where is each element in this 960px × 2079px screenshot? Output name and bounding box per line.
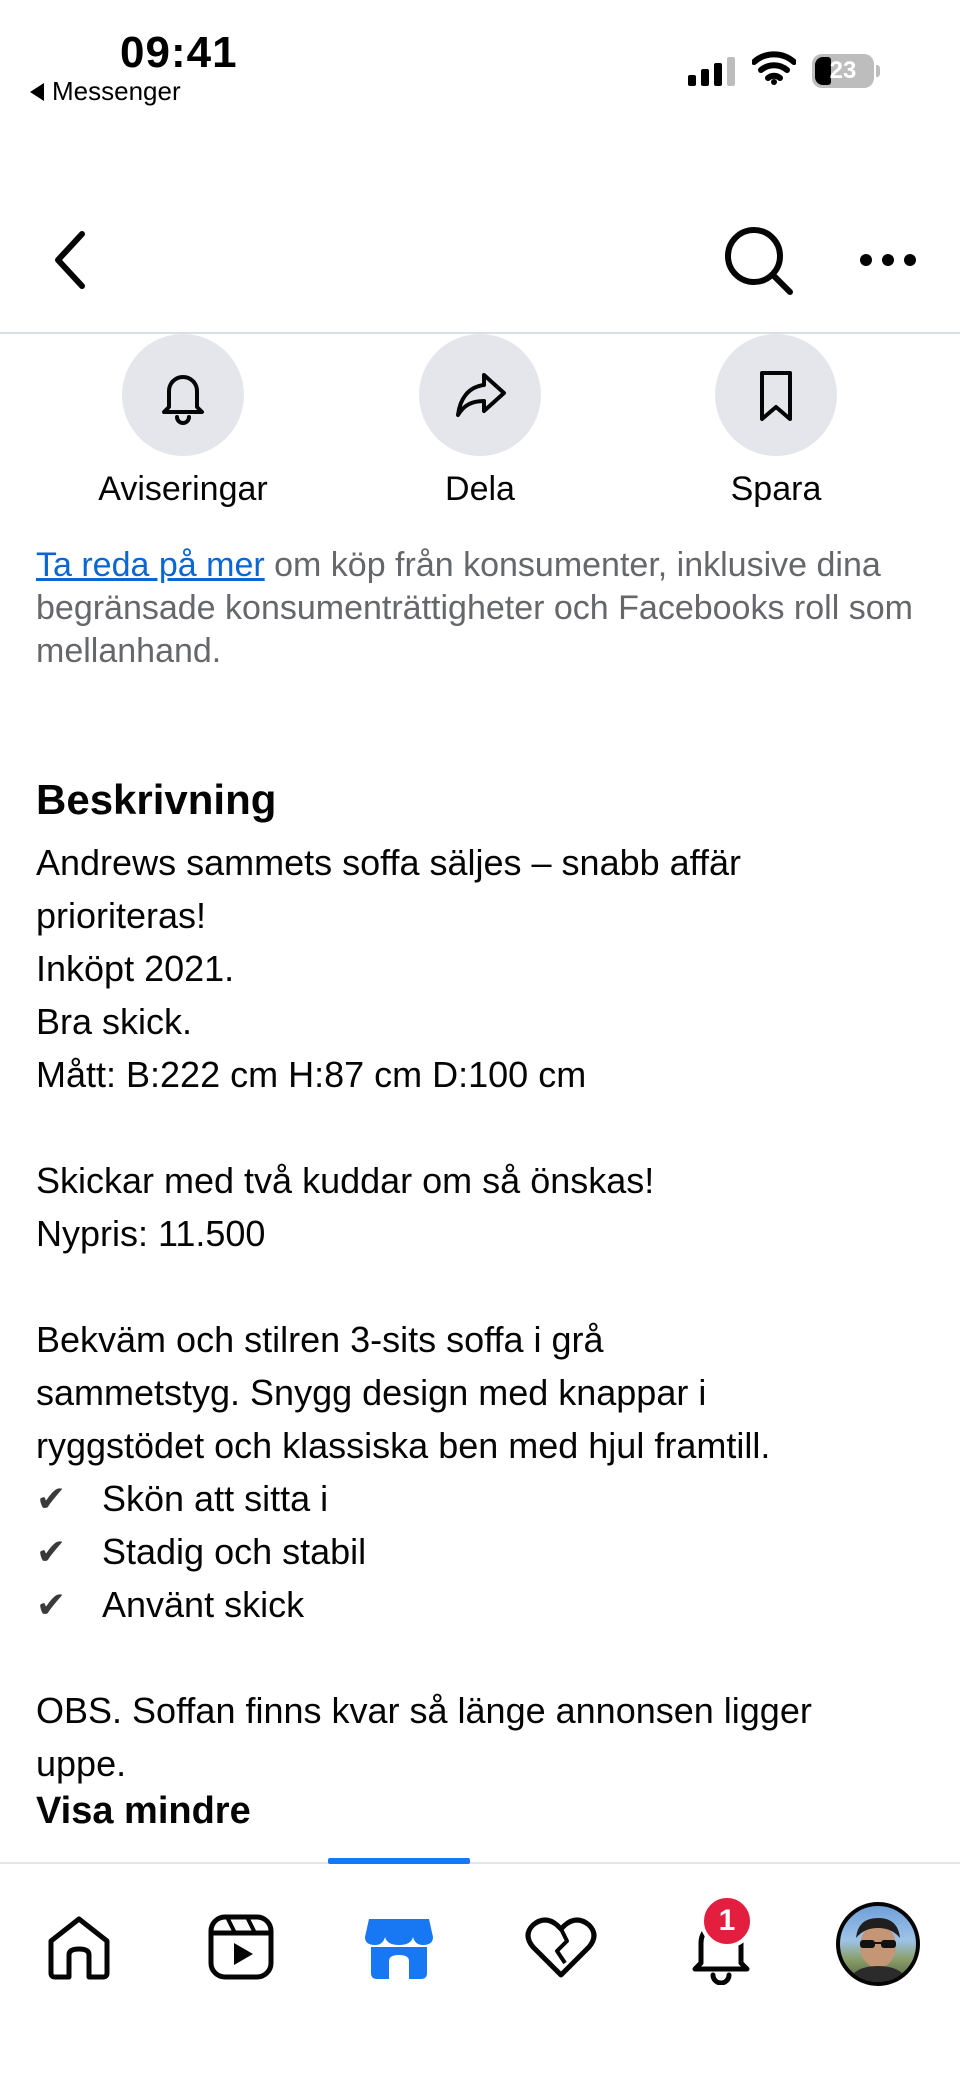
checkmark-icon: ✔ (36, 1531, 67, 1572)
active-tab-indicator (328, 1858, 470, 1864)
profile-photo-icon (840, 1906, 916, 1982)
description-line: prioriteras! (36, 895, 207, 936)
listing-actions (0, 334, 960, 514)
description-line (36, 1101, 936, 1154)
checkmark-icon: ✔ (36, 1478, 67, 1519)
share-button[interactable] (360, 334, 600, 509)
save-label: Spara (730, 470, 822, 508)
save-button[interactable] (656, 334, 896, 509)
status-time: 09:41 (120, 28, 238, 77)
profile-avatar[interactable] (836, 1902, 920, 1986)
description-note-line: uppe. (36, 1743, 127, 1784)
tab-dating[interactable] (516, 1902, 606, 1992)
more-horizontal-icon[interactable] (848, 220, 928, 300)
description-body (36, 836, 936, 1790)
status-bar (0, 0, 960, 120)
back-app-label: Messenger (52, 76, 181, 106)
description-line: Skickar med två kuddar om så önskas! (36, 1160, 655, 1201)
notifications-label: Aviseringar (98, 470, 268, 508)
back-triangle-icon (30, 83, 44, 101)
wifi-icon (752, 50, 796, 86)
notifications-button-circle[interactable] (122, 334, 244, 456)
checklist-item (36, 1578, 936, 1631)
description-line: Mått: B:222 cm H:87 cm D:100 cm (36, 1054, 587, 1095)
description-spacer (36, 1631, 936, 1684)
marketplace-store-icon (359, 1907, 439, 1987)
share-button-circle[interactable] (419, 334, 541, 456)
checklist-item (36, 1472, 936, 1525)
description-title: Beskrivning (36, 776, 277, 823)
description-note-line: OBS. Soffan finns kvar så länge annonsen ligger (36, 1690, 812, 1731)
description-line: Bekväm och stilren 3-sits soffa i grå (36, 1319, 604, 1360)
notification-count-badge: 1 (700, 1894, 754, 1948)
checkmark-icon: ✔ (36, 1584, 67, 1625)
share-label: Dela (445, 470, 515, 508)
description-line: Andrews sammets soffa säljes – snabb affär (36, 842, 742, 883)
learn-more-link[interactable]: Ta reda på mer (36, 546, 265, 584)
bell-icon (153, 365, 213, 425)
home-icon (41, 1909, 117, 1985)
tab-marketplace[interactable] (354, 1902, 444, 1992)
tab-video[interactable] (196, 1902, 286, 1992)
description-line (36, 1260, 936, 1313)
bottom-tab-bar (0, 1862, 960, 2079)
back-to-messenger-link[interactable] (30, 76, 181, 107)
notifications-button[interactable] (63, 334, 303, 509)
bookmark-icon (746, 365, 806, 425)
cellular-signal-icon (688, 56, 735, 86)
checklist-item-text: Använt skick (102, 1584, 305, 1625)
description-line: Bra skick. (36, 1001, 193, 1042)
description-line: Nypris: 11.500 (36, 1213, 266, 1254)
top-navigation (0, 200, 960, 334)
consumer-rights-text: om köp från konsumenter, inklusive dina begränsade konsumenträttigheter och Facebooks roll som mellanhand. (36, 546, 913, 670)
show-less-link[interactable]: Visa mindre (36, 1790, 251, 1832)
description-line: Inköpt 2021. (36, 948, 235, 989)
share-arrow-icon (450, 365, 510, 425)
description-line: sammetstyg. Snygg design med knappar i (36, 1372, 707, 1413)
checklist-item-text: Stadig och stabil (102, 1531, 367, 1572)
save-button-circle[interactable] (715, 334, 837, 456)
heart-icon (521, 1907, 601, 1987)
description-line: ryggstödet och klassiska ben med hjul framtill. (36, 1425, 771, 1466)
battery-percent: 23 (829, 57, 857, 84)
checklist-item (36, 1525, 936, 1578)
checklist-item-text: Skön att sitta i (102, 1478, 329, 1519)
tab-home[interactable] (34, 1902, 124, 1992)
video-icon (203, 1909, 279, 1985)
search-icon[interactable] (718, 220, 798, 300)
consumer-rights-info (36, 544, 926, 673)
battery-indicator (812, 54, 880, 88)
chevron-left-icon[interactable] (40, 220, 100, 300)
